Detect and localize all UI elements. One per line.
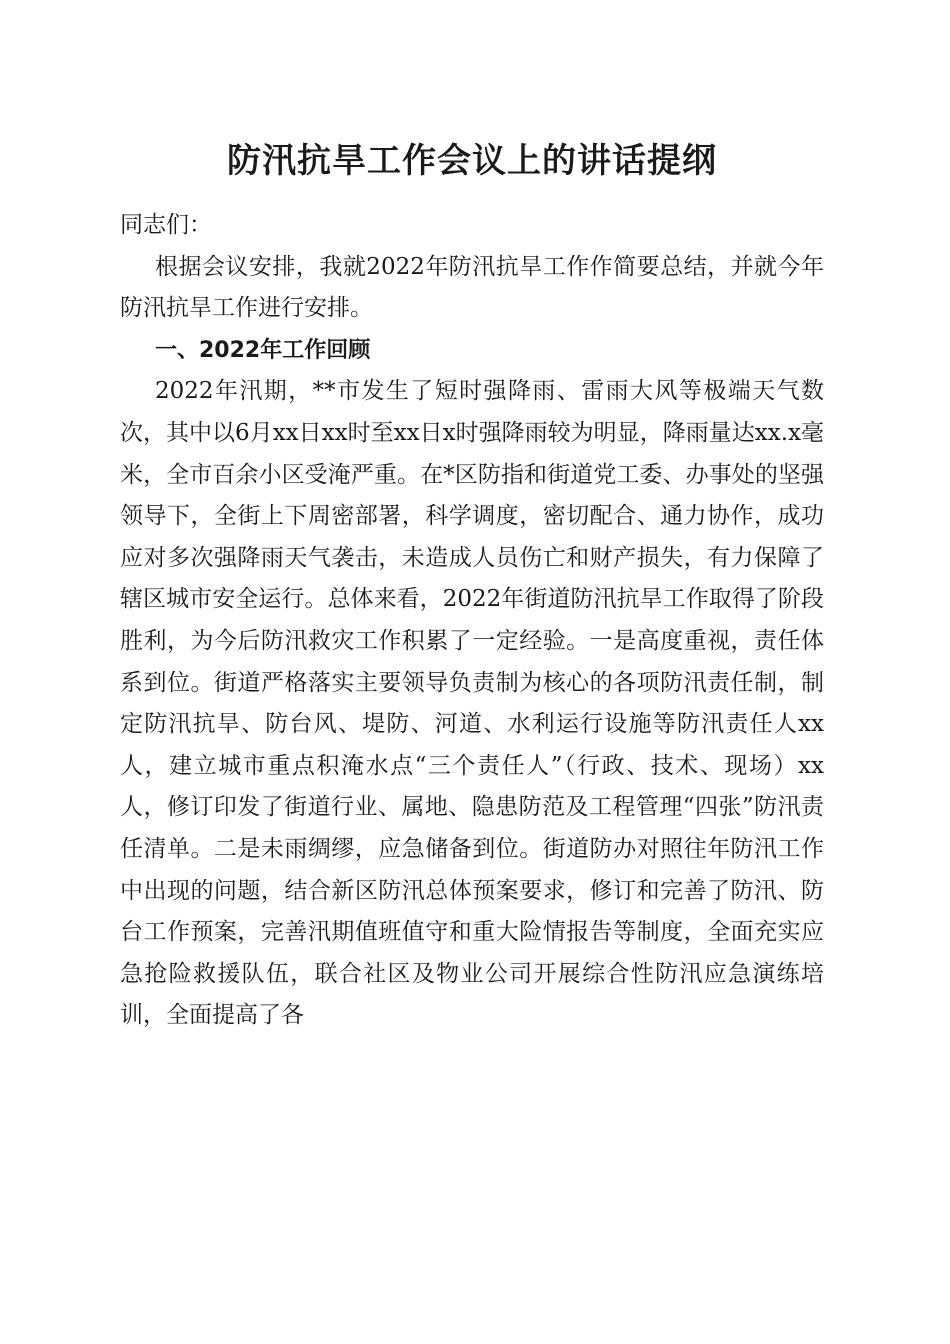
document-title: 防汛抗旱工作会议上的讲话提纲	[227, 141, 717, 181]
section-paragraph: 2022年汛期，**市发生了短时强降雨、雷雨大风等极端天气数次，其中以6月xx日xx时至xx日x时强降雨较为明显，降雨量达xx.x毫米，全市百余小区受淹严重。在*区防指和街道党工委、办事处的坚强领导下，全街上下周密部署，科学调度，密切配合、通力协作，成功应对多次强降雨天气袭击，未造成人员伤亡和财产损失，有力保障了辖区城市安全运行。总体来看，2022年街道防汛抗旱工作取得了阶段胜利，为今后防汛救灾工作积累了一定经验。一是高度重视，责任体系到位。街道严格落实主要领导负责制为核心的各项防汛责任制，制定防汛抗旱、防台风、堤防、河道、水利运行设施等防汛责任人xx人，建立城市重点积淹水点“三个责任人”（行政、技术、现场）xx人，修订印发了街道行业、属地、隐患防范及工程管理“四张”防汛责任清单。二是未雨绸缪，应急储备到位。街道防办对照往年防汛工作中出现的问题，结合新区防汛总体预案要求，修订和完善了防汛、防台工作预案，完善汛期值班值守和重大险情报告等制度，全面充实应急抢险救援队伍，联合社区及物业公司开展综合性防汛应急演练培训，全面提高了各	[120, 378, 824, 1029]
intro-paragraph: 根据会议安排，我就2022年防汛抗旱工作作简要总结，并就今年防汛抗旱工作进行安排。	[120, 253, 824, 322]
section-heading: 一、2022年工作回顾	[155, 337, 371, 363]
document-body	[120, 205, 824, 1037]
salutation: 同志们：	[120, 212, 212, 238]
